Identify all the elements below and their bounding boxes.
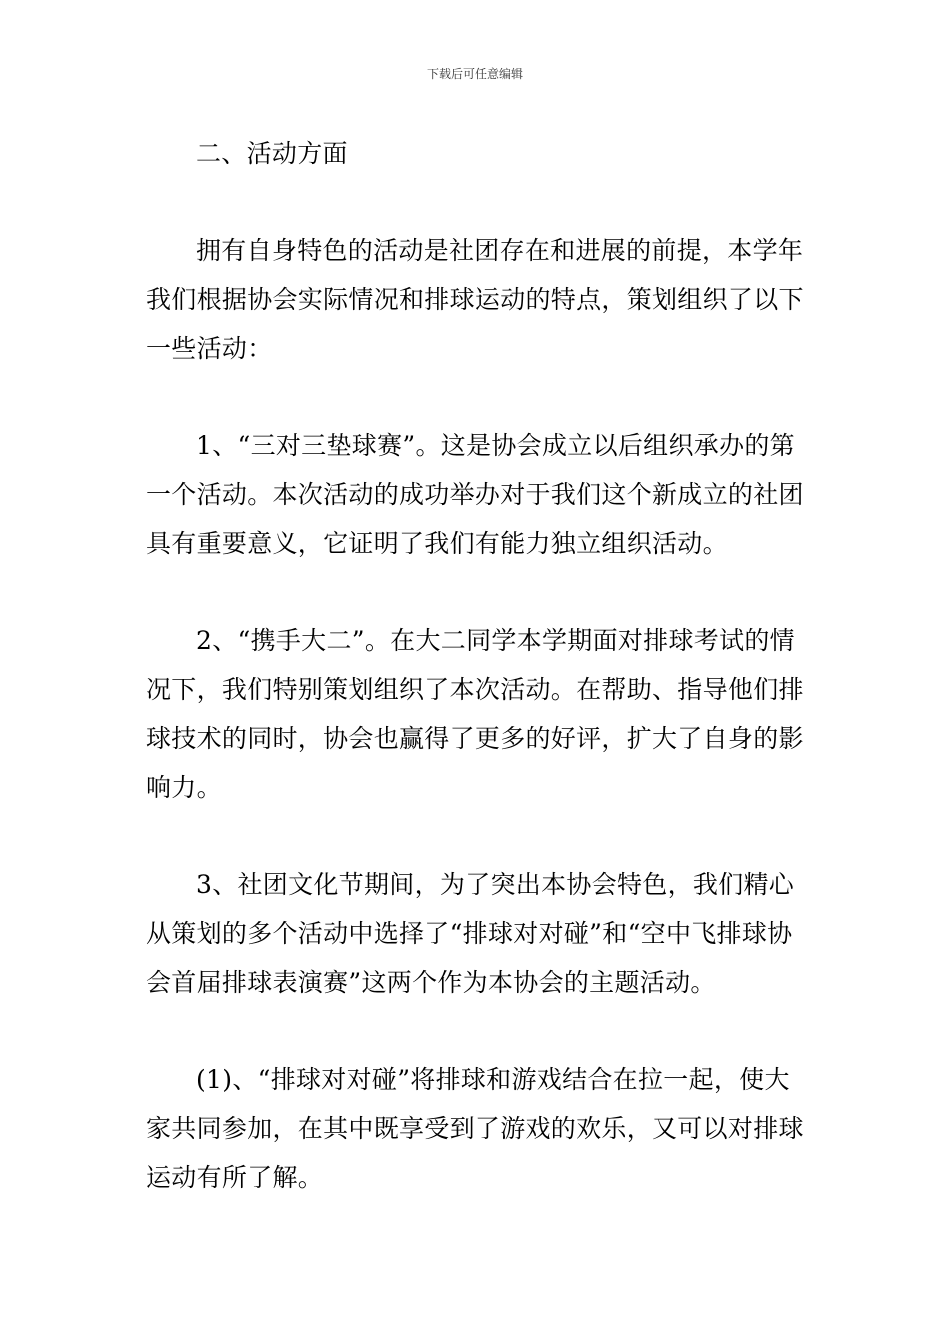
paragraph-intro: 拥有自身特色的活动是社团存在和进展的前提，本学年我们根据协会实际情况和排球运动的特点，策划组织了以下一些活动： bbox=[146, 236, 804, 363]
paragraph-subitem-1: (1)、“排球对对碰”将排球和游戏结合在拉一起，使大家共同参加，在其中既享受到了游戏的欢乐，又可以对排球运动有所了解。 bbox=[146, 1065, 804, 1192]
paragraph-item-2: 2、“携手大二”。在大二同学本学期面对排球考试的情况下，我们特别策划组织了本次活动。在帮助、指导他们排球技术的同时，协会也赢得了更多的好评，扩大了自身的影响力。 bbox=[146, 626, 804, 802]
page-header: 下载后可任意编辑 bbox=[426, 67, 523, 81]
paragraph-item-3: 3、社团文化节期间，为了突出本协会特色，我们精心从策划的多个活动中选择了“排球对对碰”和“空中飞排球协会首届排球表演赛”这两个作为本协会的主题活动。 bbox=[146, 870, 795, 997]
section-heading: 二、活动方面 bbox=[196, 139, 348, 168]
document-body bbox=[146, 129, 810, 1202]
paragraph-item-1: 1、“三对三垫球赛”。这是协会成立以后组织承办的第一个活动。本次活动的成功举办对于我们这个新成立的社团具有重要意义，它证明了我们有能力独立组织活动。 bbox=[146, 431, 804, 558]
